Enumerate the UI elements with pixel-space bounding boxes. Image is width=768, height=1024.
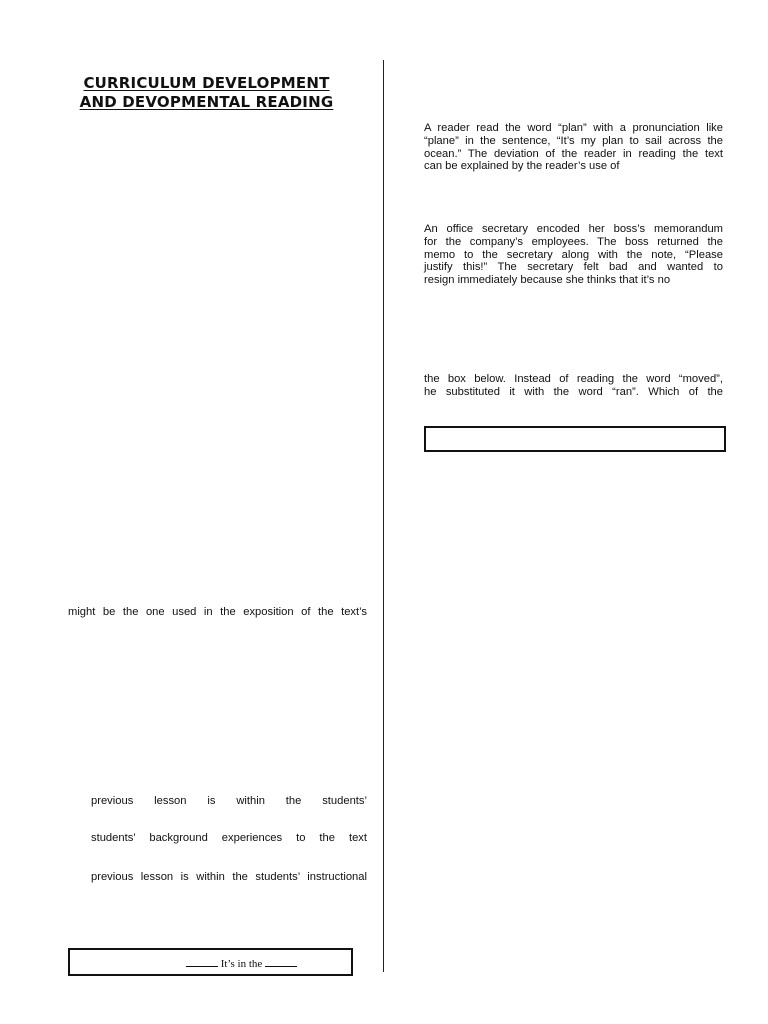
answer-option-b: students’ background experiences to the text	[91, 832, 367, 844]
title-line-1: CURRICULUM DEVELOPMENT	[83, 74, 330, 92]
text-line: he substituted it with the word “ran”. Which of the	[424, 385, 723, 398]
answer-option-c: previous lesson is within the students’ instructional	[91, 871, 367, 883]
text-line: “plane” in the sentence, “It’s my plan to sail across the	[424, 134, 723, 147]
column-divider	[383, 60, 384, 972]
question-paragraph-3	[424, 373, 723, 399]
question-text-line: might be the one used in the exposition of the text’s	[68, 606, 367, 618]
blank-line	[186, 957, 218, 967]
footer-box-label: It’s in the	[220, 958, 263, 970]
text-line: the box below. Instead of reading the word “moved”,	[424, 373, 723, 385]
text-line: ocean.” The deviation of the reader in reading the text	[424, 147, 723, 160]
text-line: A reader read the word “plan” with a pronunciation like	[424, 122, 723, 134]
text-line: An office secretary encoded her boss’s memorandum	[424, 223, 723, 235]
text-line: can be explained by the reader’s use of	[424, 160, 620, 173]
text-box	[424, 426, 726, 452]
question-paragraph-1	[424, 122, 723, 173]
page-title	[58, 74, 355, 112]
text-line: resign immediately because she thinks that it’s no	[424, 274, 671, 287]
footer-box-text	[186, 957, 297, 970]
title-line-2: AND DEVOPMENTAL READING	[79, 93, 334, 111]
question-paragraph-2	[424, 223, 723, 287]
text-line: justify this!” The secretary felt bad and wanted to	[424, 261, 723, 274]
answer-option-a: previous lesson is within the students’	[91, 795, 367, 807]
blank-line	[265, 957, 297, 967]
text-line: memo to the secretary along with the note, “Please	[424, 248, 723, 261]
footer-box	[68, 948, 353, 976]
text-line: for the company’s employees. The boss returned the	[424, 235, 723, 248]
